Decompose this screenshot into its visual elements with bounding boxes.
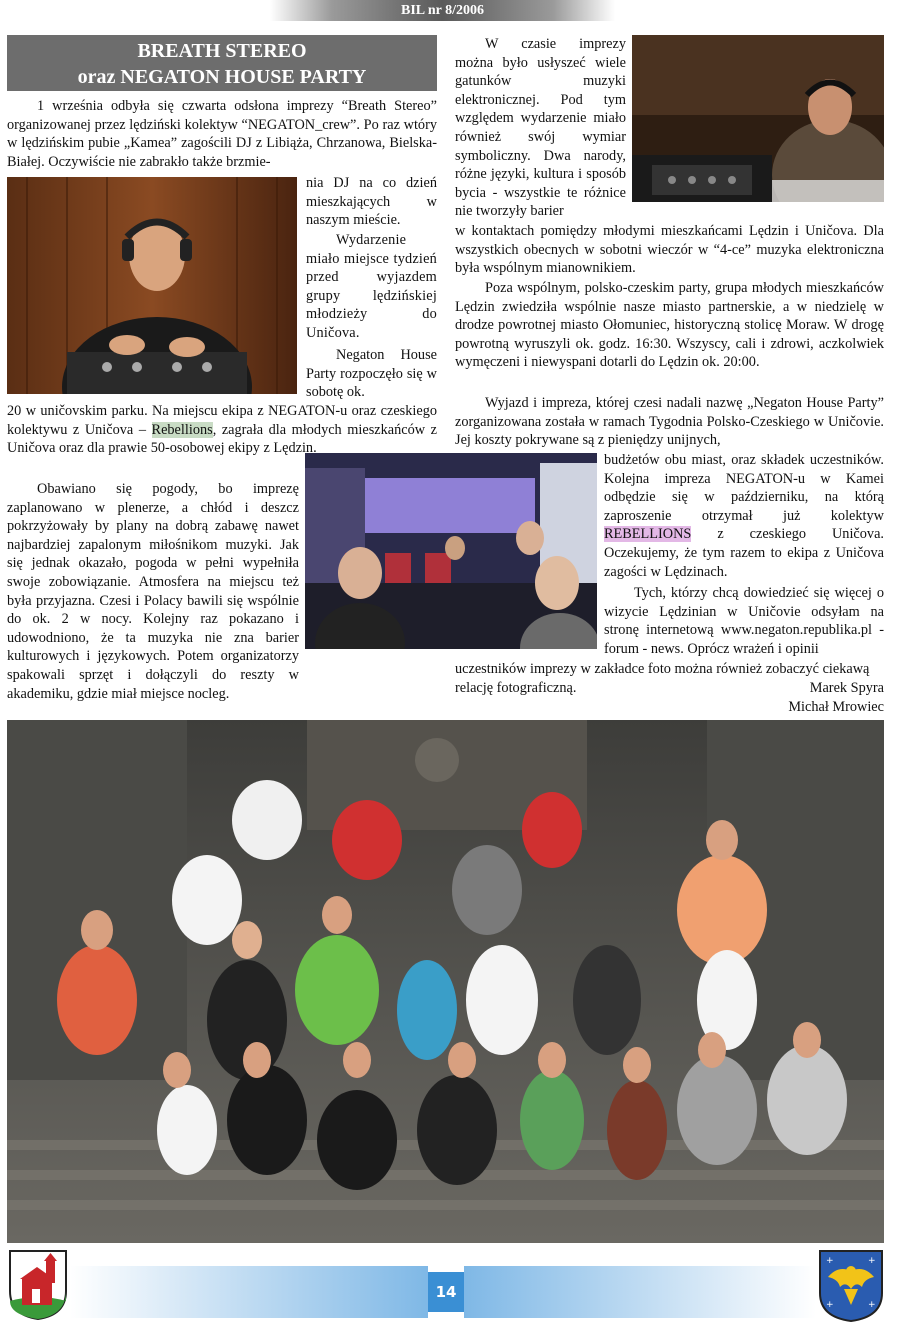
paragraph-3 <box>7 402 437 458</box>
issue-header: BIL nr 8/2006 <box>270 0 615 21</box>
eagle-coat-of-arms-icon <box>818 1249 884 1323</box>
svg-text:+: + <box>868 1256 876 1266</box>
paragraph-7-part-a: budżetów obu miast, oraz składek uczestników. Kolejna impreza NEGATON-u w Kamei odbędzie się w październiku, na którą zaproszenie otrzymał już kolektyw <box>604 452 884 524</box>
paragraph-8: uczestników imprezy w zakładce foto można również zobaczyć ciekawą relację fotograficzną. <box>455 661 870 696</box>
paragraph-7: Wyjazd i impreza, której czesi nadali nazwę „Negaton House Party” zorganizowana została w ramach Tygodnia Polsko-Czeskiego w Uničovie. Jej koszty pokrywane są z pieniędzy unijnych, <box>455 395 884 449</box>
svg-text:+: + <box>826 1300 834 1310</box>
paragraph-6: Poza wspólnym, polsko-czeskim party, grupa młodych mieszkańców Lędzin zwiedziła wspólnie nasze miasto partnerskie, a w niedzielę w drodze powrotnej miasto Ołomuniec, historyczną stolicę Moraw. W drogę powrotną wyruszyli ok. godz. 16:30. Wszyscy, cali i zdrowi, aczkolwiek wymęczeni i niewyspani dotarli do Lędzin ok. 20:00. <box>455 280 884 371</box>
article-title <box>7 35 437 91</box>
paragraph-1: 1 września odbyła się czwarta odsłona imprezy “Breath Stereo” organizowanej przez lędziński kolektyw “NEGATON_crew”. Po raz wtóry w lędzińskim pubie „Kamea” zagościli DJ z Libiąża, Chrzanowa, Bielska-Białej. Oczywiście nie zabrakło także brzmie- <box>7 98 437 170</box>
paragraph-7-part-b: z czeskiego Uničova. Oczekujemy, że tym razem to ekipa z Uničova zagości w Lędzinach. <box>604 526 884 580</box>
author-1: Marek Spyra <box>809 680 884 696</box>
author-2: Michał Mrowiec <box>788 699 884 715</box>
article-title-line1: BREATH STEREO <box>137 40 307 62</box>
highlight-rebellions: Rebellions <box>151 421 213 438</box>
photo-dj-headphones <box>7 177 297 394</box>
paragraph-5-wrap: W czasie imprezy można było usłyszeć wiele gatunków muzyki elektronicznej. Pod tym względem wydarzenie miało również swój wymiar symboliczny. Dwa narody, różne języki, kultura i sposób bycia - wszystkie te różnice nie tworzyły barier <box>455 36 626 220</box>
paragraph-8-wrap: Tych, którzy chcą dowiedzieć się więcej o wizycie Lędzinian w Uničovie odsyłam na stronę internetową www.negaton.republika.pl - forum - news. Oprócz wrażeń i opinii <box>604 585 884 657</box>
footer-band-right <box>464 1266 816 1318</box>
svg-text:+: + <box>868 1300 876 1310</box>
paragraph-3-part-b: , zagrała dla młodych mieszkańców z Uničova oraz dla prawie 50-osobowej ekipy z Lędzin. <box>7 421 437 457</box>
paragraph-2-wrap: Wydarzenie miało miejsce tydzień przed wyjazdem grupy lędzińskiej młodzieży do Uničova. <box>306 232 437 341</box>
article-title-line2: oraz NEGATON HOUSE PARTY <box>77 66 367 88</box>
highlight-rebellions-caps: REBELLIONS <box>604 526 692 543</box>
paragraph-7-wrap <box>604 451 884 581</box>
svg-text:+: + <box>826 1256 834 1266</box>
paragraph-4: Obawiano się pogody, bo imprezę zaplanowano w plenerze, a chłód i deszcz pokrzyżowały by plany na dobrą zabawę nawet najbardziej zapalonym miłośnikom muzyki. Jak się jednak okazało, pogoda w pełni wypełniła swoje zobowiązanie. Atmosfera na miejscu też była przyjazna. Czesi i Polacy bawili się wspólnie do ok. 2 w nocy. Kolejny raz pokazano i udowodniono, że ta muzyka nie zna barier kulturowych i językowych. Potem organizatorzy spakowali sprzęt i dołączyli do reszty w akademiku, gdzie miał miejsce nocleg. <box>7 481 299 702</box>
page-number: 14 <box>428 1272 464 1312</box>
footer-band-left <box>70 1266 428 1318</box>
church-coat-of-arms-icon <box>8 1249 68 1321</box>
paragraph-5: w kontaktach pomiędzy młodymi mieszkańcami Lędzin i Uničova. Dla wszystkich obecnych w sobotni wieczór w “4-ce” muzyka elektroniczna była wspólnym mianownikiem. <box>455 223 884 277</box>
photo-dj-mixer <box>632 35 884 202</box>
paragraph-3-part-a: 20 w uničovskim parku. Na miejscu ekipa z NEGATON-u oraz czeskiego kolektywu z Uničova – <box>7 403 437 438</box>
paragraph-1-wrap: nia DJ na co dzień mieszkających w naszym mieście. <box>306 175 437 229</box>
photo-group-stairs <box>7 720 884 1243</box>
photo-bus-group <box>305 453 597 649</box>
paragraph-3-wrap: Negaton House Party rozpoczęło się w sobotę ok. <box>306 347 437 401</box>
